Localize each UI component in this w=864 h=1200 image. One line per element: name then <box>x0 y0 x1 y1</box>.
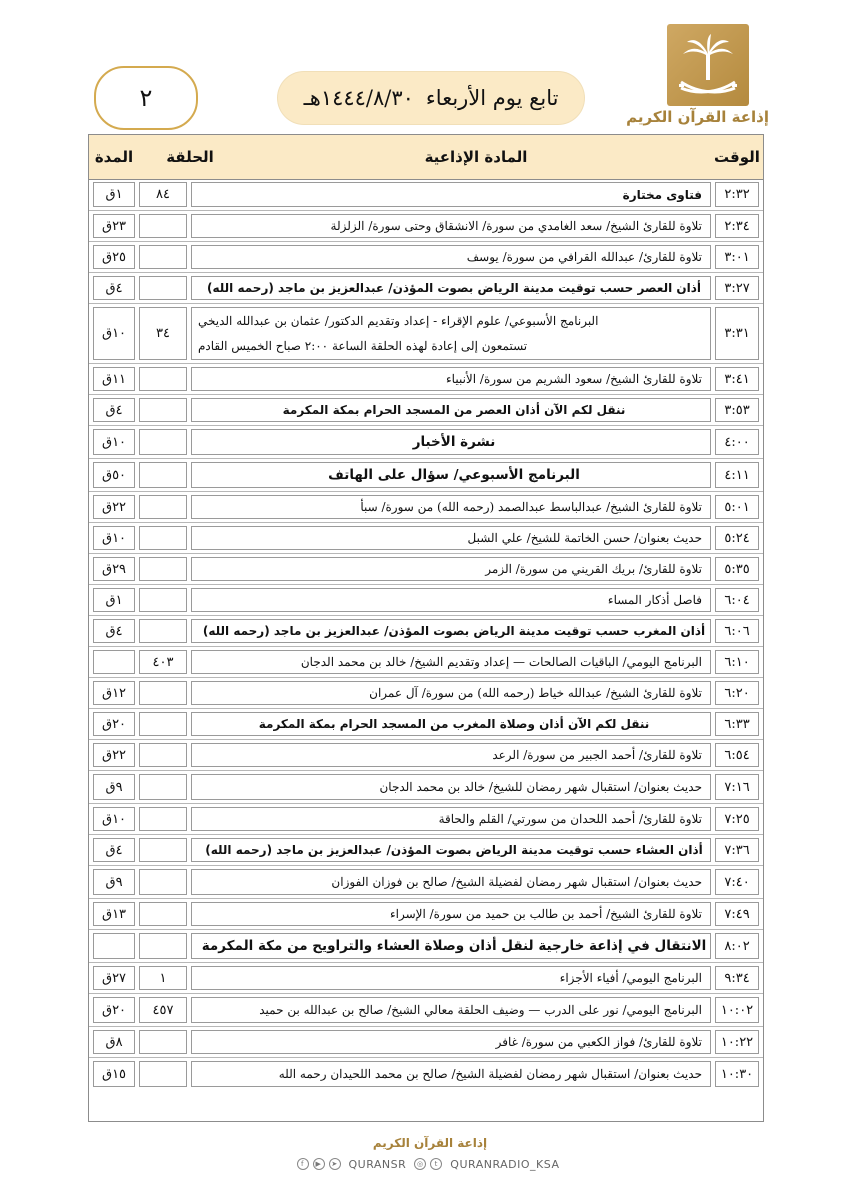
footer-title: إذاعة القرآن الكريم <box>372 1136 488 1150</box>
table-row <box>89 677 763 708</box>
time-cell: ١٠:٣٠ <box>715 1061 759 1087</box>
duration-cell: ١٠ق <box>93 307 135 360</box>
table-row <box>89 708 763 739</box>
logo-text: إذاعة القرآن الكريم <box>626 108 769 126</box>
duration-cell: ٩ق <box>93 774 135 800</box>
radio-logo <box>626 24 771 136</box>
footer <box>250 1136 610 1176</box>
duration-cell: ١٣ق <box>93 902 135 926</box>
time-cell: ٦:٠٤ <box>715 588 759 612</box>
column-header-time: الوقت <box>714 148 760 166</box>
table-row <box>89 179 763 210</box>
program-cell: البرنامج اليومي/ نور على الدرب — وضيف الحلقة معالي الشيخ/ صالح بن عبدالله بن حميد <box>191 997 711 1023</box>
duration-cell: ١٠ق <box>93 429 135 455</box>
episode-cell <box>139 681 187 705</box>
table-row <box>89 962 763 993</box>
program-cell: تلاوة للقارئ الشيخ/ أحمد بن طالب بن حميد من سورة/ الإسراء <box>191 902 711 926</box>
episode-cell <box>139 245 187 269</box>
duration-cell: ٢٠ق <box>93 712 135 736</box>
time-cell: ١٠:٠٢ <box>715 997 759 1023</box>
table-row <box>89 834 763 865</box>
time-cell: ٧:٤٠ <box>715 869 759 895</box>
table-row <box>89 803 763 834</box>
program-cell: تلاوة للقارئ/ عبدالله القرافي من سورة/ يوسف <box>191 245 711 269</box>
episode-cell <box>139 619 187 643</box>
day-label: تابع يوم الأربعاء <box>425 86 559 110</box>
table-row <box>89 394 763 425</box>
program-cell: تلاوة للقارئ الشيخ/ عبدالله خياط (رحمه الله) من سورة/ آل عمران <box>191 681 711 705</box>
episode-cell <box>139 1061 187 1087</box>
time-cell: ٦:١٠ <box>715 650 759 674</box>
table-row <box>89 584 763 615</box>
table-row <box>89 553 763 584</box>
table-row <box>89 522 763 553</box>
episode-cell <box>139 276 187 300</box>
duration-cell: ١٠ق <box>93 526 135 550</box>
hijri-date: ١٤٤٤/٨/٣٠هـ <box>303 86 414 110</box>
program-cell: حديث بعنوان/ حسن الخاتمة للشيخ/ علي الشبل <box>191 526 711 550</box>
time-cell: ٧:١٦ <box>715 774 759 800</box>
twitter-icon[interactable]: t <box>430 1158 442 1170</box>
time-cell: ٥:٢٤ <box>715 526 759 550</box>
time-cell: ٦:٣٣ <box>715 712 759 736</box>
program-note: تستمعون إلى إعادة لهذه الحلقة الساعة ٢:٠٠ صباح الخميس القادم <box>198 339 528 354</box>
episode-cell: ٤٠٣ <box>139 650 187 674</box>
program-cell: البرنامج اليومي/ الباقيات الصالحات — إعداد وتقديم الشيخ/ خالد بن محمد الدجان <box>191 650 711 674</box>
duration-cell: ١٠ق <box>93 807 135 831</box>
episode-cell <box>139 398 187 422</box>
program-line: البرنامج الأسبوعي/ علوم الإقراء - إعداد وتقديم الدكتور/ عثمان بن عبدالله الديخي <box>198 313 599 328</box>
program-cell: تلاوة للقارئ/ فواز الكعبي من سورة/ غافر <box>191 1030 711 1054</box>
schedule-table <box>88 134 764 1122</box>
program-cell: أذان العصر حسب توقيت مدينة الرياض بصوت المؤذن/ عبدالعزيز بن ماجد (رحمه الله) <box>191 276 711 300</box>
program-cell: ننقل لكم الآن أذان وصلاة المغرب من المسجد الحرام بمكة المكرمة <box>191 712 711 736</box>
program-cell: أذان المغرب حسب توقيت مدينة الرياض بصوت المؤذن/ عبدالعزيز بن ماجد (رحمه الله) <box>191 619 711 643</box>
table-row <box>89 865 763 898</box>
table-row <box>89 1057 763 1090</box>
social-links <box>250 1154 610 1174</box>
duration-cell: ٥٠ق <box>93 462 135 488</box>
episode-cell <box>139 588 187 612</box>
table-row <box>89 615 763 646</box>
episode-cell <box>139 933 187 959</box>
program-cell: تلاوة للقارئ/ أحمد اللحدان من سورتي/ القلم والحاقة <box>191 807 711 831</box>
time-cell: ٧:٤٩ <box>715 902 759 926</box>
table-row <box>89 272 763 303</box>
time-cell: ٢:٣٤ <box>715 214 759 238</box>
program-cell: تلاوة للقارئ الشيخ/ عبدالباسط عبدالصمد (رحمه الله) من سورة/ سبأ <box>191 495 711 519</box>
social-handle-2[interactable]: QURANRADIO_KSA <box>450 1157 560 1171</box>
episode-cell: ٣٤ <box>139 307 187 360</box>
table-row <box>89 363 763 394</box>
time-cell: ٣:٢٧ <box>715 276 759 300</box>
duration-cell: ٨ق <box>93 1030 135 1054</box>
duration-cell: ١١ق <box>93 367 135 391</box>
time-cell: ١٠:٢٢ <box>715 1030 759 1054</box>
program-cell: أذان العشاء حسب توقيت مدينة الرياض بصوت المؤذن/ عبدالعزيز بن ماجد (رحمه الله) <box>191 838 711 862</box>
episode-cell <box>139 557 187 581</box>
time-cell: ٢:٣٢ <box>715 182 759 207</box>
duration-cell: ٤ق <box>93 619 135 643</box>
duration-cell: ٤ق <box>93 838 135 862</box>
instagram-icon[interactable]: ◎ <box>414 1158 426 1170</box>
table-header <box>89 135 763 180</box>
time-cell: ٣:٤١ <box>715 367 759 391</box>
time-cell: ٤:٠٠ <box>715 429 759 455</box>
time-cell: ٧:٢٥ <box>715 807 759 831</box>
time-cell: ٣:٣١ <box>715 307 759 360</box>
table-row <box>89 1026 763 1057</box>
program-cell: حديث بعنوان/ استقبال شهر رمضان لفضيلة الشيخ/ صالح بن فوزان الفوزان <box>191 869 711 895</box>
program-cell: البرنامج الأسبوعي/ سؤال على الهاتف <box>191 462 711 488</box>
episode-cell <box>139 214 187 238</box>
table-row <box>89 491 763 522</box>
duration-cell: ٢٧ق <box>93 966 135 990</box>
duration-cell: ١٥ق <box>93 1061 135 1087</box>
episode-cell <box>139 429 187 455</box>
social-handle-1[interactable]: QURANSR <box>348 1157 407 1171</box>
program-cell: ننقل لكم الآن أذان العصر من المسجد الحرام بمكة المكرمة <box>191 398 711 422</box>
duration-cell: ٢٣ق <box>93 214 135 238</box>
time-cell: ٨:٠٢ <box>715 933 759 959</box>
table-row <box>89 303 763 363</box>
episode-cell <box>139 838 187 862</box>
program-cell: نشرة الأخبار <box>191 429 711 455</box>
table-row <box>89 993 763 1026</box>
episode-cell <box>139 807 187 831</box>
time-cell: ٦:٥٤ <box>715 743 759 767</box>
duration-cell <box>93 933 135 959</box>
duration-cell: ٢٩ق <box>93 557 135 581</box>
episode-cell: ١ <box>139 966 187 990</box>
duration-cell: ٤ق <box>93 276 135 300</box>
program-cell: فتاوى مختارة <box>191 182 711 207</box>
duration-cell: ١ق <box>93 588 135 612</box>
table-row <box>89 210 763 241</box>
time-cell: ٩:٣٤ <box>715 966 759 990</box>
duration-cell: ١٢ق <box>93 681 135 705</box>
program-cell: البرنامج اليومي/ أفياء الأجزاء <box>191 966 711 990</box>
duration-cell: ٢٥ق <box>93 245 135 269</box>
episode-cell <box>139 774 187 800</box>
time-cell: ٦:٢٠ <box>715 681 759 705</box>
program-cell <box>191 307 711 360</box>
page-number: ٢ <box>94 66 198 130</box>
episode-cell: ٤٥٧ <box>139 997 187 1023</box>
program-cell: تلاوة للقارئ/ بريك القريني من سورة/ الزمر <box>191 557 711 581</box>
column-header-episode: الحلقة <box>166 148 214 166</box>
program-cell: حديث بعنوان/ استقبال شهر رمضان لفضيلة الشيخ/ صالح بن محمد اللحيدان رحمه الله <box>191 1061 711 1087</box>
time-cell: ٣:٠١ <box>715 245 759 269</box>
duration-cell: ٩ق <box>93 869 135 895</box>
table-row <box>89 458 763 491</box>
duration-cell: ٢٢ق <box>93 495 135 519</box>
episode-cell <box>139 495 187 519</box>
youtube-icon[interactable]: ▶ <box>313 1158 325 1170</box>
table-row <box>89 425 763 458</box>
palm-swords-icon <box>667 24 749 106</box>
episode-cell <box>139 1030 187 1054</box>
program-cell: حديث بعنوان/ استقبال شهر رمضان للشيخ/ خالد بن محمد الدجان <box>191 774 711 800</box>
telegram-icon[interactable]: ➤ <box>329 1158 341 1170</box>
time-cell: ٥:٠١ <box>715 495 759 519</box>
time-cell: ٧:٣٦ <box>715 838 759 862</box>
time-cell: ٥:٣٥ <box>715 557 759 581</box>
episode-cell <box>139 367 187 391</box>
time-cell: ٤:١١ <box>715 462 759 488</box>
episode-cell <box>139 712 187 736</box>
facebook-icon[interactable]: f <box>297 1158 309 1170</box>
program-cell: تلاوة للقارئ الشيخ/ سعد الغامدي من سورة/ الانشقاق وحتى سورة/ الزلزلة <box>191 214 711 238</box>
duration-cell: ٤ق <box>93 398 135 422</box>
column-header-program: المادة الإذاعية <box>424 148 528 166</box>
duration-cell: ٢٢ق <box>93 743 135 767</box>
episode-cell <box>139 743 187 767</box>
episode-cell <box>139 869 187 895</box>
episode-cell <box>139 526 187 550</box>
duration-cell: ١ق <box>93 182 135 207</box>
table-row <box>89 739 763 770</box>
table-row <box>89 929 763 962</box>
time-cell: ٣:٥٣ <box>715 398 759 422</box>
table-body <box>89 179 763 1090</box>
time-cell: ٦:٠٦ <box>715 619 759 643</box>
duration-cell: ٢٠ق <box>93 997 135 1023</box>
date-banner <box>278 72 584 124</box>
episode-cell <box>139 462 187 488</box>
column-header-duration: المدة <box>94 148 134 166</box>
program-cell: تلاوة للقارئ/ أحمد الجبير من سورة/ الرعد <box>191 743 711 767</box>
program-cell: الانتقال في إذاعة خارجية لنقل أذان وصلاة العشاء والتراويح من مكة المكرمة <box>191 933 711 959</box>
program-cell: تلاوة للقارئ الشيخ/ سعود الشريم من سورة/ الأنبياء <box>191 367 711 391</box>
episode-cell: ٨٤ <box>139 182 187 207</box>
table-row <box>89 770 763 803</box>
table-row <box>89 898 763 929</box>
episode-cell <box>139 902 187 926</box>
table-row <box>89 241 763 272</box>
table-row <box>89 646 763 677</box>
program-cell: فاصل أذكار المساء <box>191 588 711 612</box>
duration-cell <box>93 650 135 674</box>
